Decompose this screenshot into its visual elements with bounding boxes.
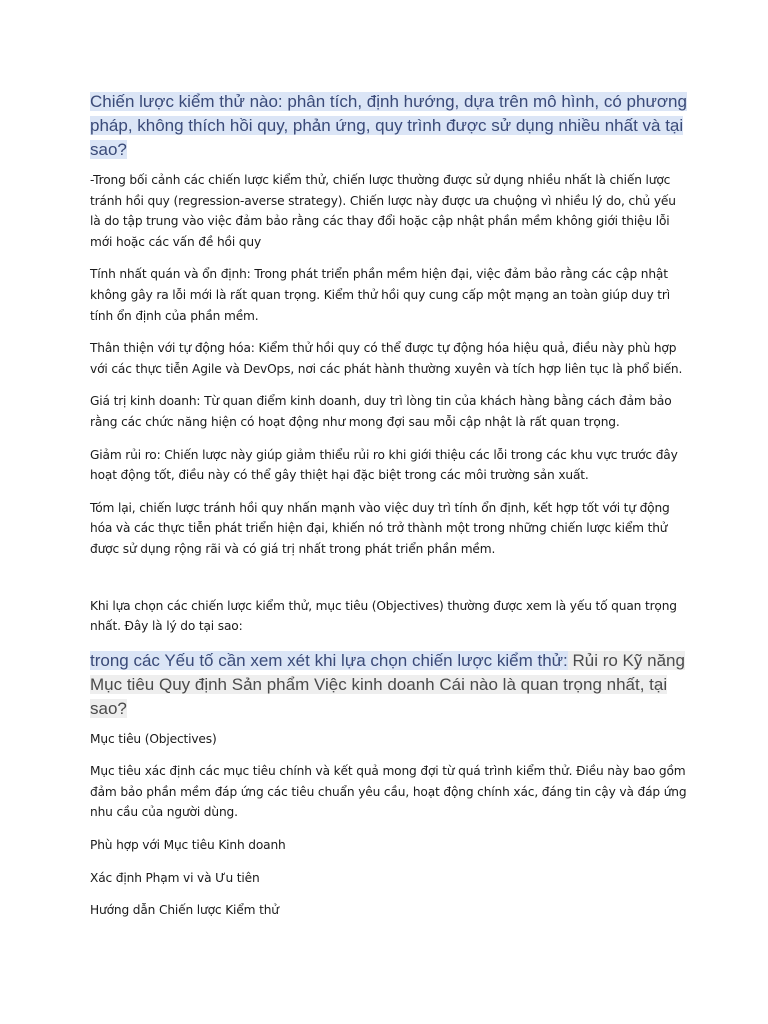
document-page — [90, 90, 688, 933]
paragraph-objectives-intro: Khi lựa chọn các chiến lược kiểm thử, mục tiêu (Objectives) thường được xem là yếu tố quan trọng nhất. Đây là lý do tại sao: — [90, 598, 677, 634]
paragraph-summary: Tóm lại, chiến lược tránh hồi quy nhấn mạnh vào việc duy trì tính ổn định, kết hợp tốt với tự động hóa và các thực tiễn phát triển hiện đại, khiến nó trở thành một trong những chiến lược kiểm thử được sử dụng rộng rãi và có giá trị nhất trong phát triển phần mềm. — [90, 500, 670, 556]
heading-2-part-b: Rủi ro Kỹ năng Mục tiêu Quy định Sản phẩm Việc kinh doanh Cái nào là quan trọng nhất, tại sao? — [90, 650, 685, 718]
paragraph-automation: Thân thiện với tự động hóa: Kiểm thử hồi quy có thể được tự động hóa hiệu quả, điều này phù hợp với các thực tiễn Agile và DevOps, nơi các phát hành thường xuyên và tích hợp liên tục là phổ biến. — [90, 341, 683, 376]
heading-2-part-a: trong các Yếu tố cần xem xét khi lựa chọn chiến lược kiểm thử: — [90, 650, 568, 670]
paragraph-strategy-guidance: Hướng dẫn Chiến lược Kiểm thử — [90, 903, 279, 918]
heading-test-strategy-question — [90, 90, 688, 162]
heading-factors-question — [90, 649, 688, 721]
paragraph-consistency: Tính nhất quán và ổn định: Trong phát triển phần mềm hiện đại, việc đảm bảo rằng các cập nhật không gây ra lỗi mới là rất quan trọng. Kiểm thử hồi quy cung cấp một mạng an toàn giúp duy trì tính ổn định của phần mềm. — [90, 267, 670, 323]
paragraph-scope-priority: Xác định Phạm vi và Ưu tiên — [90, 870, 260, 885]
paragraph-business-value: Giá trị kinh doanh: Từ quan điểm kinh doanh, duy trì lòng tin của khách hàng bằng cách đảm bảo rằng các chức năng hiện có hoạt động như mong đợi sau mỗi cập nhật là rất quan trọng. — [90, 394, 672, 429]
spacer — [90, 572, 688, 596]
paragraph-objectives-label: Mục tiêu (Objectives) — [90, 731, 217, 746]
paragraph-risk-reduction: Giảm rủi ro: Chiến lược này giúp giảm thiểu rủi ro khi giới thiệu các lỗi trong các khu vực trước đây hoạt động tốt, điều này có thể gây thiệt hại đặc biệt trong các môi trường sản xuất. — [90, 447, 678, 483]
paragraph-business-alignment: Phù hợp với Mục tiêu Kinh doanh — [90, 838, 286, 853]
heading-1-text: Chiến lược kiểm thử nào: phân tích, định hướng, dựa trên mô hình, có phương pháp, không thích hồi quy, phản ứng, quy trình được sử dụng nhiều nhất và tại sao? — [90, 92, 687, 159]
paragraph-objectives-definition: Mục tiêu xác định các mục tiêu chính và kết quả mong đợi từ quá trình kiểm thử. Điều này bao gồm đảm bảo phần mềm đáp ứng các tiêu chuẩn yêu cầu, hoạt động chính xác, đáng tin cậy và đáp ứng nhu cầu của người dùng. — [90, 764, 687, 820]
paragraph-regression-averse: -Trong bối cảnh các chiến lược kiểm thử, chiến lược thường được sử dụng nhiều nhất là chiến lược tránh hồi quy (regression-averse strategy). Chiến lược này được ưa chuộng vì nhiều lý do, chủ yếu là do tập trung vào việc đảm bảo rằng các thay đổi hoặc cập nhật phần mềm không giới thiệu lỗi mới hoặc các vấn đề hồi quy — [90, 173, 676, 249]
